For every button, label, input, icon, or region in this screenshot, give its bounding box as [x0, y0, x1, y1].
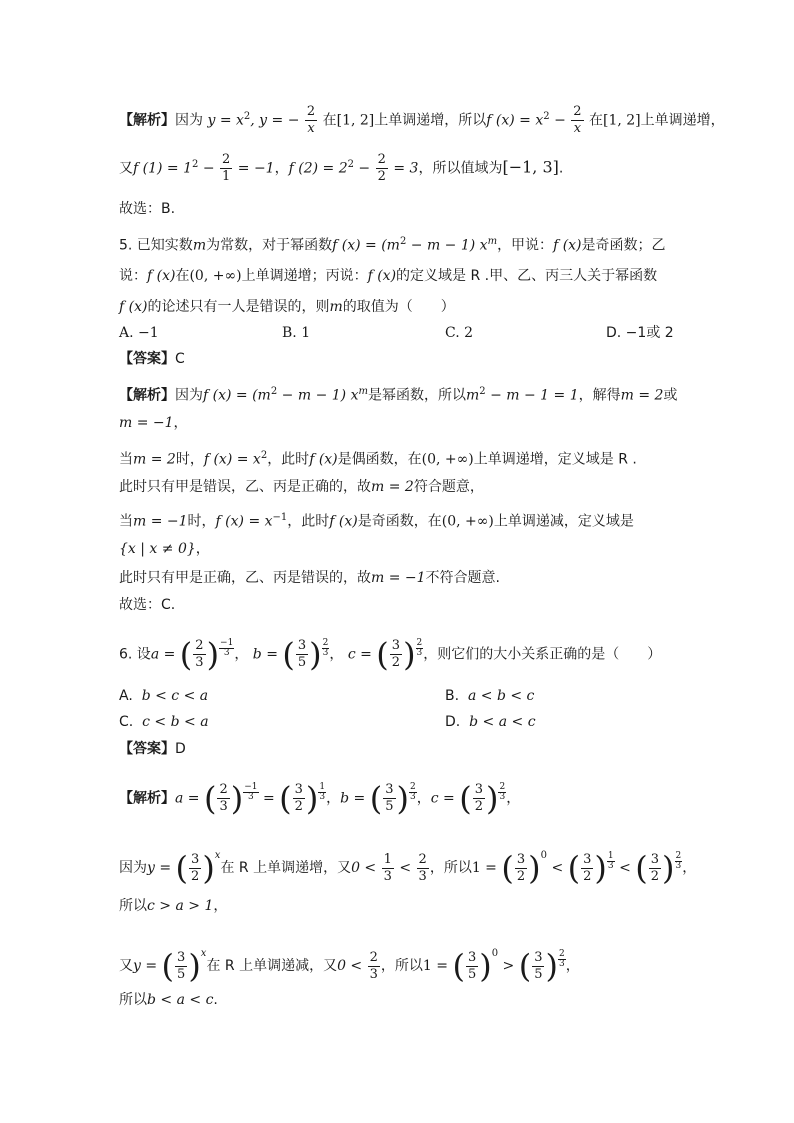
q6-option-c: C. c < b < a	[119, 714, 209, 730]
q6-stem: 6. 设a = ( $\frac{2}{3}$ ) $\frac{-1}{3}$ ， b = ( $\frac{3}{5}$ ) $\frac{2}{3}$ ， c = ( $\frac{3}{2}$ ) $\frac{2}{3}$ ，则它们的大小关系正确的是（ ）	[119, 635, 662, 674]
q6-answer: 【答案】D	[119, 741, 186, 757]
analysis-label: 【解析】	[119, 112, 175, 129]
q5-stem-line-1: 5. 已知实数m为常数，对于幂函数f $(x) = (m^2 - m - 1)$ $x^m$，甲说：f (x)是奇函数；乙	[119, 236, 666, 254]
q5-answer: 【答案】C	[119, 351, 185, 367]
q6-solution-line-4: 又y = ( $\frac{3}{5}$ )$^x$在 R 上单调递减，又0 < $\frac{2}{3}$ ，所以1 = ( $\frac{3}{5}$ )$^0$ > ( $\frac{3}{5}$ ) $\frac{2}{3}$ ，	[119, 947, 580, 985]
q4-analysis-line-2: 又f $(1) = 1^2$ − $\frac{2}{1}$ = −1，f $(2) = 2^2$ − $\frac{2}{2}$ = 3，所以值域为[−1, 3].	[119, 152, 564, 184]
q5-solution-line-1: 【解析】因为f $(x) = (m^2 - m - 1)$ $x^m$是幂函数，所以$m^2 - m - 1 = 1$，解得m = 2或	[119, 386, 678, 404]
q4-analysis-line-1: 【解析】因为 $y = x^2$, y = − $\frac{2}{x}$ 在[1, 2]上单调递增，所以f $(x) = x^2$ − $\frac{2}{x}$ 在[1, 2]上单调递增，	[119, 104, 725, 136]
q5-solution-line-3: 当m = 2时，f $(x) = x^2$，此时f (x)是偶函数，在(0, +∞)上单调递增，定义域是 R .	[119, 450, 637, 468]
fraction: $\frac{2}{x}$	[573, 104, 582, 136]
q5-choice: 故选：C.	[119, 597, 176, 613]
q5-solution-line-2: m = −1，	[119, 415, 188, 431]
q6-option-a: A. b < c < a	[119, 688, 209, 704]
q5-stem-line-2: 说：f (x)在(0, +∞)上单调递增；丙说：f (x)的定义域是 R .甲、乙、丙三人关于幂函数	[119, 268, 658, 284]
q5-option-c: C. 2	[445, 325, 474, 341]
fraction: $\frac{2}{x}$	[306, 104, 316, 136]
q5-solution-line-4: 此时只有甲是错误，乙、丙是正确的，故m = 2符合题意，	[119, 479, 484, 495]
q5-solution-line-5: 当m = −1时，f $(x) = x^{-1}$，此时f (x)是奇函数，在(0, +∞)上单调递减，定义域是	[119, 512, 634, 530]
fraction: $\frac{2}{2}$	[377, 152, 386, 184]
q6-option-d: D. b < a < c	[445, 714, 536, 730]
q5-solution-line-7: 此时只有甲是正确，乙、丙是错误的，故m = −1不符合题意.	[119, 570, 500, 586]
q6-solution-line-2: 因为y = ( $\frac{3}{2}$ )$^x$在 R 上单调递增，又0 < $\frac{1}{3}$ < $\frac{2}{3}$ ，所以1 = ( $\frac{3}{2}$ )$^0$ < ( $\frac{3}{2}$ ) $\frac{1}{3}$ < ( $\frac{3}{2}$ ) $\frac{2}{3}$ ，	[119, 849, 697, 887]
q6-option-b: B. a < b < c	[445, 688, 535, 704]
q4-choice: 故选：B.	[119, 201, 176, 217]
q5-option-d: D. −1或 2	[606, 325, 674, 341]
q5-option-a: A. −1	[119, 325, 159, 341]
q5-solution-line-6: {x | x ≠ 0}，	[119, 541, 210, 557]
q6-solution-line-5: 所以b < a < c.	[119, 992, 218, 1008]
q5-option-b: B. 1	[282, 325, 311, 341]
q6-solution-line-1: 【解析】a = ( $\frac{2}{3}$ ) $\frac{-1}{3}$ = ( $\frac{3}{2}$ ) $\frac{1}{3}$ ，b = ( $\frac{3}{5}$ ) $\frac{2}{3}$ ，c = ( $\frac{3}{2}$ ) $\frac{2}{3}$ ，	[119, 779, 521, 818]
fraction: $\frac{2}{1}$	[222, 152, 231, 184]
q6-solution-line-3: 所以c > a > 1，	[119, 898, 228, 914]
q5-stem-line-3: f (x)的论述只有一人是错误的，则m的取值为（ ）	[119, 299, 455, 315]
